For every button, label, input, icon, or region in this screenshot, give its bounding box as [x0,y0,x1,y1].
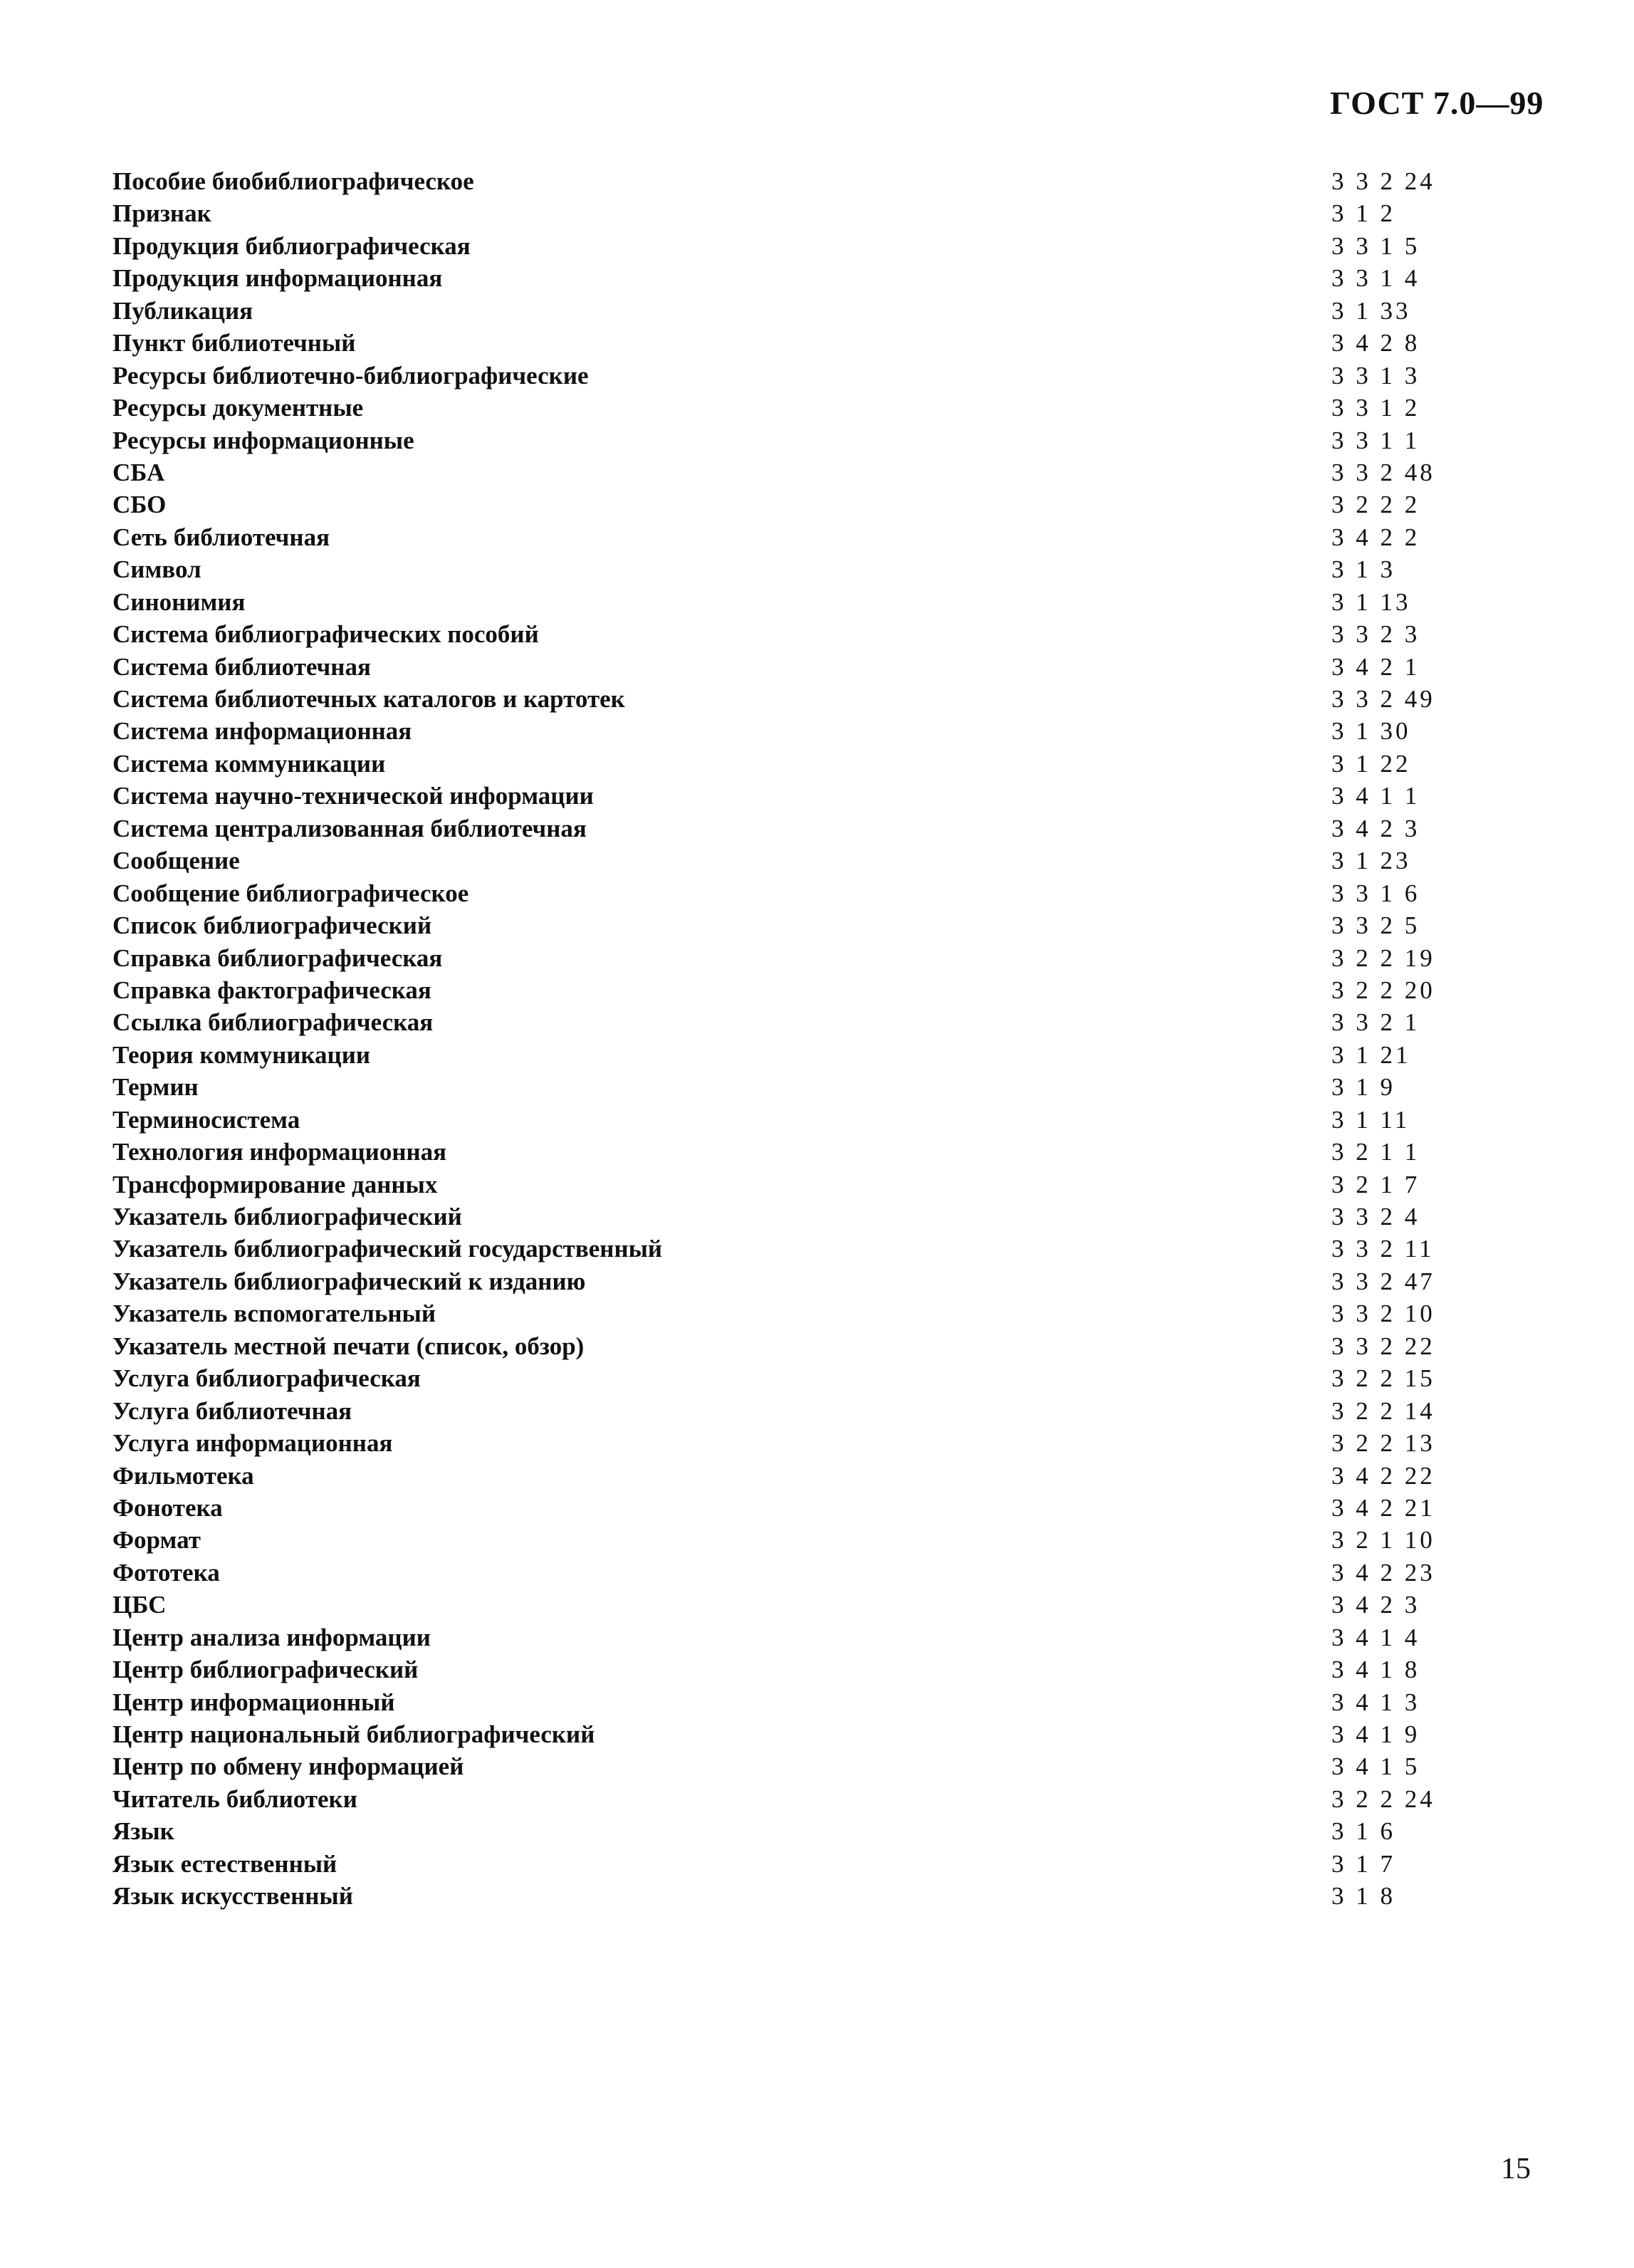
index-section-ref: 3 4 2 22 [1331,1461,1435,1490]
index-section-ref: 3 3 1 4 [1331,264,1420,293]
index-term: Фильмотека [112,1461,254,1490]
index-entry [112,780,1451,812]
index-section-ref: 3 4 2 2 [1331,523,1420,551]
index-entry [112,197,1451,229]
index-term: Пособие биобиблиографическое [112,167,474,195]
index-entry [112,942,1451,974]
index-section-ref: 3 2 2 19 [1331,944,1435,972]
document-code: ГОСТ 7.0—99 [1330,85,1544,121]
index-entry [112,1104,1451,1136]
index-entry [112,1330,1451,1362]
index-term: Ссылка библиографическая [112,1008,434,1037]
index-entry [112,1589,1451,1621]
index-entry [112,1848,1451,1880]
index-term: СБО [112,491,167,519]
index-section-ref: 3 1 2 [1331,199,1395,228]
index-section-ref: 3 4 1 9 [1331,1720,1420,1748]
index-section-ref: 3 4 1 5 [1331,1752,1420,1781]
index-entry [112,488,1451,521]
index-section-ref: 3 2 2 20 [1331,976,1435,1004]
index-term: Синонимия [112,587,246,616]
index-section-ref: 3 3 2 10 [1331,1300,1435,1328]
index-entry [112,586,1451,618]
index-term: Указатель местной печати (список, обзор) [112,1332,585,1360]
index-section-ref: 3 3 2 11 [1331,1235,1435,1263]
index-section-ref: 3 4 1 1 [1331,782,1420,810]
index-term: Система централизованная библиотечная [112,814,587,842]
index-section-ref: 3 1 11 [1331,1105,1410,1134]
index-term: Ресурсы информационные [112,426,414,454]
index-entry [112,974,1451,1006]
index-section-ref: 3 3 2 49 [1331,685,1435,713]
index-term: Указатель библиографический [112,1203,462,1230]
index-entry [112,1265,1451,1297]
index-term: Признак [112,199,211,228]
index-section-ref: 3 1 6 [1331,1817,1395,1846]
index-entry [112,683,1451,715]
index-term: Система информационная [112,717,412,746]
index-entry [112,748,1451,780]
index-entry [112,1201,1451,1233]
index-section-ref: 3 3 1 2 [1331,394,1420,422]
index-section-ref: 3 1 21 [1331,1040,1411,1069]
index-entry [112,1686,1451,1718]
index-term: Указатель библиографический к изданию [112,1267,586,1295]
index-section-ref: 3 3 2 47 [1331,1267,1435,1295]
index-entry [112,1750,1451,1782]
index-section-ref: 3 4 2 3 [1331,814,1420,842]
index-entry [112,618,1451,650]
index-entry [112,360,1451,392]
index-entry [112,553,1451,585]
index-section-ref: 3 2 2 15 [1331,1364,1435,1393]
index-section-ref: 3 1 13 [1331,587,1411,616]
index-entry [112,1297,1451,1329]
index-term: Теория коммуникации [112,1040,371,1069]
index-term: Система библиотечная [112,652,371,681]
index-section-ref: 3 3 2 48 [1331,458,1435,486]
index-entry [112,1362,1451,1394]
index-entry [112,1136,1451,1168]
index-section-ref: 3 4 2 3 [1331,1591,1420,1619]
index-section-ref: 3 1 30 [1331,717,1411,746]
index-entry [112,715,1451,747]
index-entry [112,877,1451,909]
index-entry [112,1427,1451,1459]
index-entry [112,521,1451,553]
index-entry [112,1815,1451,1847]
index-term: Система библиографических пособий [112,620,539,649]
index-term: Пункт библиотечный [112,329,356,357]
index-section-ref: 3 3 2 5 [1331,911,1420,940]
index-entry [112,1557,1451,1589]
index-section-ref: 3 4 1 8 [1331,1656,1420,1684]
index-section-ref: 3 3 1 1 [1331,426,1420,454]
index-term: Символ [112,555,201,584]
index-entry [112,1233,1451,1265]
index-entry [112,1524,1451,1556]
index-entry [112,1492,1451,1524]
index-term: Справка фактографическая [112,976,431,1004]
index-entry [112,909,1451,941]
index-section-ref: 3 3 2 1 [1331,1008,1420,1037]
index-section-ref: 3 4 2 8 [1331,329,1420,357]
index-term: Услуга информационная [112,1429,393,1458]
index-entry [112,165,1451,197]
index-entry [112,1653,1451,1686]
index-term: Ресурсы библиотечно-библиографические [112,361,589,390]
index-entry [112,651,1451,683]
index-section-ref: 3 2 1 10 [1331,1526,1435,1554]
index-term: Публикация [112,296,253,325]
index-term: Сообщение [112,847,240,875]
index-term: Центр анализа информации [112,1623,431,1651]
index-section-ref: 3 3 1 3 [1331,361,1420,390]
page-number: 15 [1501,2153,1531,2185]
index-term: Справка библиографическая [112,944,443,972]
index-entry [112,424,1451,456]
index-term: СБА [112,458,165,486]
index-entry [112,327,1451,359]
index-term: Язык искусственный [112,1882,353,1911]
index-section-ref: 3 2 2 24 [1331,1784,1435,1813]
index-term: Список библиографический [112,911,432,940]
index-entry [112,1006,1451,1038]
index-entry [112,845,1451,877]
index-term: Услуга библиотечная [112,1396,352,1425]
index-entry [112,295,1451,327]
index-section-ref: 3 2 2 14 [1331,1396,1435,1425]
index-term: Указатель библиографический государственный [112,1235,663,1263]
index-entry [112,812,1451,845]
index-entry [112,230,1451,262]
index-section-ref: 3 1 8 [1331,1882,1395,1911]
index-term: Язык естественный [112,1849,337,1878]
index-entry [112,1395,1451,1427]
index-section-ref: 3 1 33 [1331,296,1411,325]
index-term: Услуга библиографическая [112,1364,421,1393]
index-section-ref: 3 4 2 23 [1331,1558,1435,1587]
index-term: Центр национальный библиографический [112,1720,595,1748]
index-term: Язык [112,1817,174,1846]
index-section-ref: 3 1 9 [1331,1073,1395,1102]
index-section-ref: 3 2 2 13 [1331,1429,1435,1458]
index-entry [112,1039,1451,1071]
index-term: Терминосистема [112,1105,300,1134]
index-term: Формат [112,1526,201,1554]
index-term: Система библиотечных каталогов и картотек [112,685,625,713]
index-section-ref: 3 4 2 1 [1331,652,1420,681]
index-section-ref: 3 3 2 4 [1331,1203,1420,1230]
index-section-ref: 3 1 22 [1331,749,1411,778]
index-section-ref: 3 3 1 5 [1331,231,1420,260]
index-entry [112,392,1451,424]
index-section-ref: 3 3 2 3 [1331,620,1420,649]
index-section-ref: 3 3 2 22 [1331,1332,1435,1360]
index-entry [112,1460,1451,1492]
index-term: Фототека [112,1558,220,1587]
index-term: Термин [112,1073,199,1102]
index-term: Центр информационный [112,1688,395,1716]
index-section-ref: 3 1 23 [1331,847,1411,875]
index-term: Система коммуникации [112,749,386,778]
index-section-ref: 3 2 1 1 [1331,1138,1420,1166]
index-section-ref: 3 1 3 [1331,555,1395,584]
index-section-ref: 3 3 2 24 [1331,167,1435,195]
index-section-ref: 3 2 2 2 [1331,491,1420,519]
index-section-ref: 3 4 1 3 [1331,1688,1420,1716]
index-term: Сообщение библиографическое [112,879,469,907]
index-term: Фонотека [112,1493,223,1522]
index-section-ref: 3 2 1 7 [1331,1170,1420,1198]
index-entry [112,1071,1451,1103]
term-index-list [112,165,1451,1913]
index-entry [112,262,1451,294]
index-term: Продукция библиографическая [112,231,471,260]
index-term: Технология информационная [112,1138,447,1166]
index-entry [112,1718,1451,1750]
index-term: Система научно-технической информации [112,782,594,810]
index-term: Центр библиографический [112,1656,419,1684]
index-entry [112,1621,1451,1653]
index-term: Ресурсы документные [112,394,364,422]
index-entry [112,1169,1451,1201]
index-section-ref: 3 1 7 [1331,1849,1395,1878]
index-term: Указатель вспомогательный [112,1300,436,1328]
index-entry [112,1783,1451,1815]
index-term: Сеть библиотечная [112,523,330,551]
index-section-ref: 3 4 1 4 [1331,1623,1420,1651]
index-term: ЦБС [112,1591,167,1619]
index-term: Центр по обмену информацией [112,1752,464,1781]
index-term: Читатель библиотеки [112,1784,357,1813]
index-section-ref: 3 3 1 6 [1331,879,1420,907]
index-term: Трансформирование данных [112,1170,438,1198]
index-entry [112,1880,1451,1912]
index-term: Продукция информационная [112,264,443,293]
index-entry [112,456,1451,488]
index-section-ref: 3 4 2 21 [1331,1493,1435,1522]
